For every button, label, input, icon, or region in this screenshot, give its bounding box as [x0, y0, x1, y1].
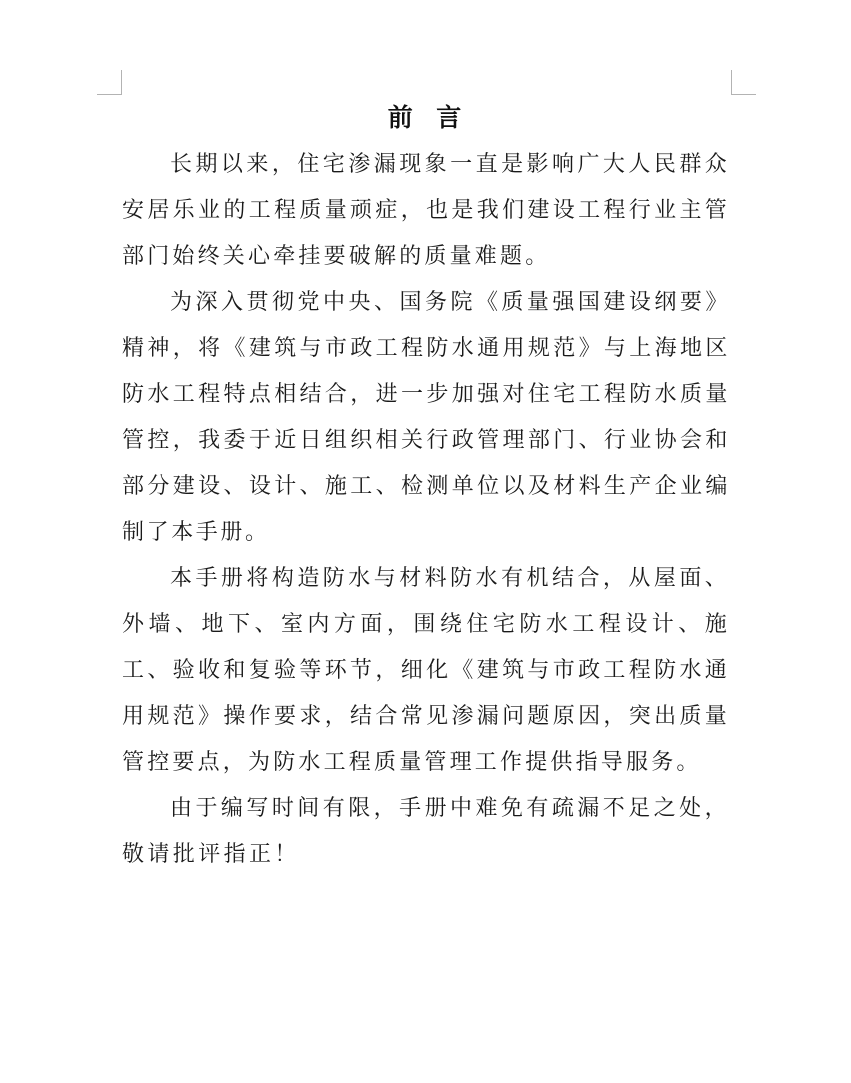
- paragraph-3: 本手册将构造防水与材料防水有机结合，从屋面、外墙、地下、室内方面，围绕住宅防水工程设计、施工、验收和复验等环节，细化《建筑与市政工程防水通用规范》操作要求，结合常见渗漏问题原因，突出质量管控要点，为防水工程质量管理工作提供指导服务。: [122, 566, 730, 775]
- paragraph-1: 长期以来，住宅渗漏现象一直是影响广大人民群众安居乐业的工程质量顽症，也是我们建设工程行业主管部门始终关心牵挂要破解的质量难题。: [122, 152, 730, 269]
- paragraph-2: 为深入贯彻党中央、国务院《质量强国建设纲要》精神，将《建筑与市政工程防水通用规范》与上海地区防水工程特点相结合，进一步加强对住宅工程防水质量管控，我委于近日组织相关行政管理部门、行业协会和部分建设、设计、施工、检测单位以及材料生产企业编制了本手册。: [122, 290, 730, 545]
- paragraph-4: 由于编写时间有限，手册中难免有疏漏不足之处，敬请批评指正！: [122, 796, 730, 867]
- page-title: 前 言: [387, 103, 464, 132]
- crop-mark-top-left: [97, 70, 122, 95]
- document-body: [122, 142, 730, 878]
- crop-mark-top-right: [731, 70, 756, 95]
